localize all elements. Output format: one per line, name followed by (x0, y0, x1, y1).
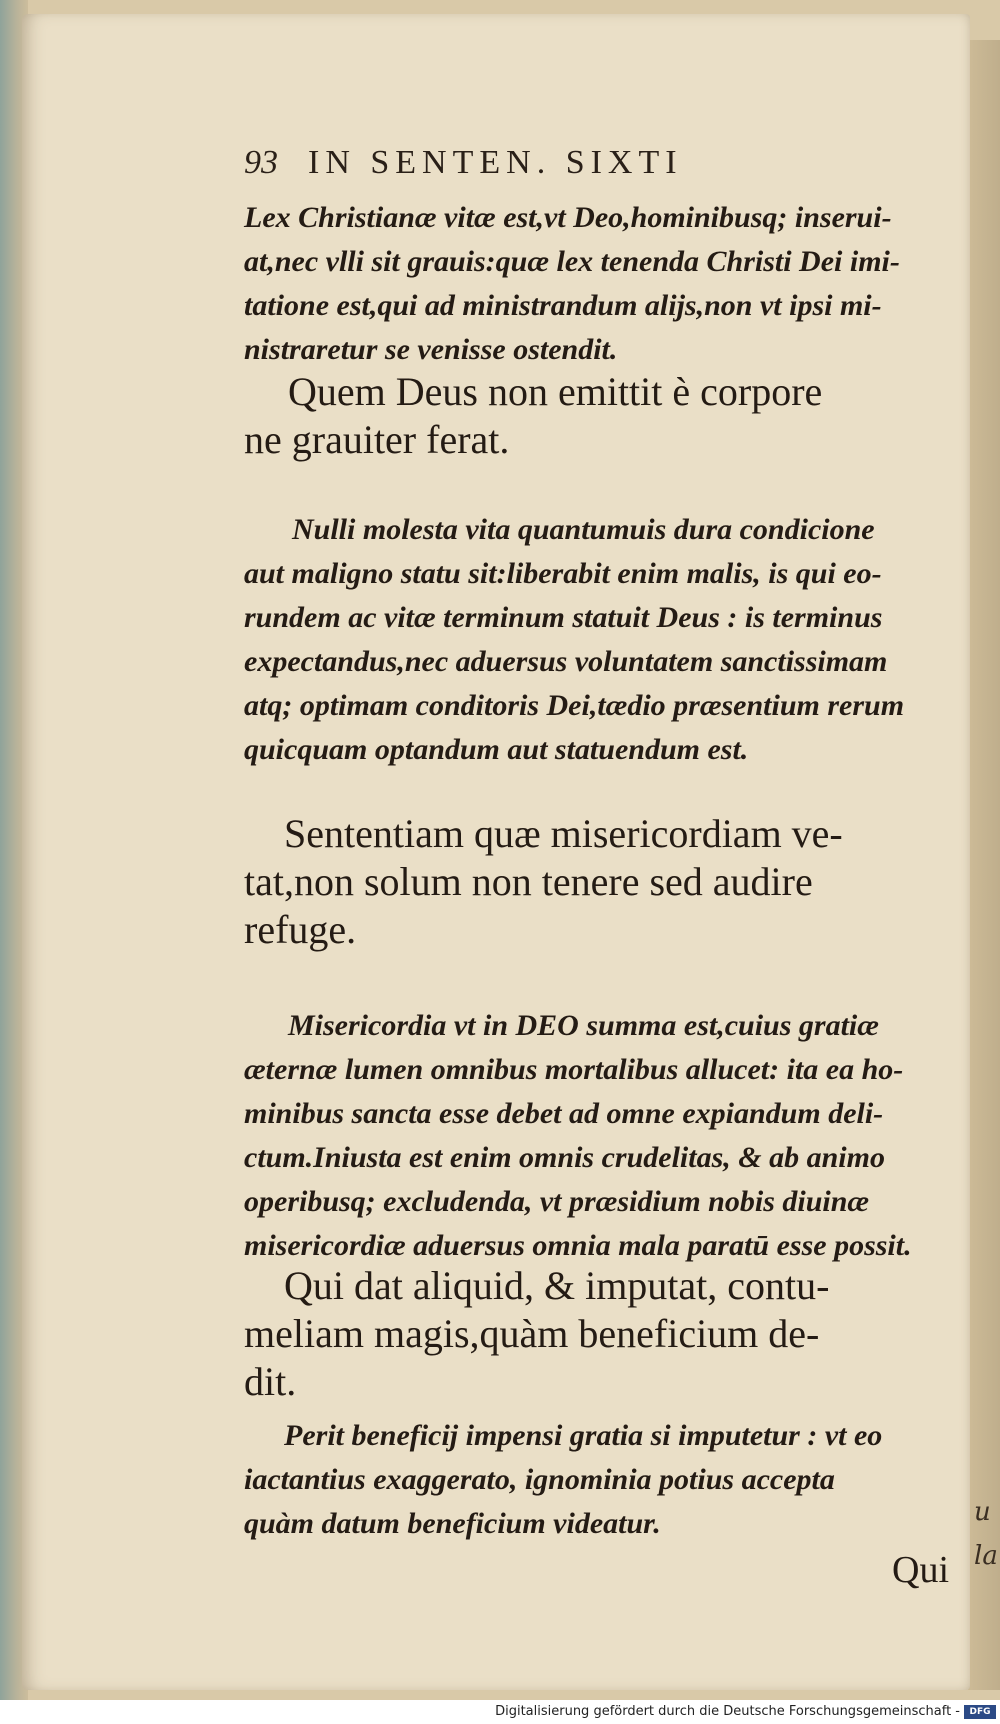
text-line: Qui dat aliquid, & imputat, contu- (284, 1263, 830, 1308)
running-title: IN SENTEN. SIXTI (308, 144, 683, 181)
digitization-footer (0, 1700, 1000, 1724)
sentence-2 (244, 810, 964, 954)
text-line: rundem ac vitæ terminum statuit Deus : is terminus (244, 601, 883, 634)
text-line: quicquam optandum aut statuendum est. (244, 733, 749, 766)
text-line: Lex Christianæ vitæ est,vt Deo,hominibusq; inserui- (244, 201, 892, 234)
text-line: at,nec vlli sit grauis:quæ lex tenenda Christi Dei imi- (244, 245, 900, 278)
footer-credit: Digitalisierung gefördert durch die Deutsche Forschungsgemeinschaft - (495, 1704, 960, 1719)
text-line: dit. (244, 1359, 297, 1404)
facing-page-fragment: u la (974, 1497, 998, 1571)
text-line: æternæ lumen omnibus mortalibus allucet: ita ea ho- (244, 1053, 904, 1086)
text-line: quàm datum beneficium videatur. (244, 1507, 661, 1540)
text-line: misericordiæ aduersus omnia mala paratū esse possit. (244, 1229, 912, 1262)
text-line: nistraretur se venisse ostendit. (244, 333, 618, 366)
text-line: ctum.Iniusta est enim omnis crudelitas, & ab animo (244, 1141, 885, 1174)
text-line: tatione est,qui ad ministrandum alijs,non vt ipsi mi- (244, 289, 882, 322)
text-line: refuge. (244, 907, 357, 952)
gloss-paragraph-4 (244, 1414, 964, 1546)
text-line: operibusq; excludenda, vt præsidium nobis diuinæ (244, 1185, 870, 1218)
text-line: Nulli molesta vita quantumuis dura condicione (292, 513, 875, 546)
catchword: Qui (892, 1549, 949, 1591)
gloss-paragraph-1 (244, 196, 964, 372)
text-line: tat,non solum non tenere sed audire (244, 859, 813, 904)
text-line: atq; optimam conditoris Dei,tædio præsentium rerum (244, 689, 905, 722)
text-line: Misericordia vt in DEO summa est,cuius gratiæ (288, 1009, 879, 1042)
text-line: Perit beneficij impensi gratia si imputetur : vt eo (284, 1419, 883, 1452)
facing-page-edge (968, 40, 1000, 1690)
sentence-1 (244, 368, 1000, 464)
text-line: aut maligno statu sit:liberabit enim malis, is qui eo- (244, 557, 882, 590)
gloss-paragraph-2 (244, 508, 964, 772)
gloss-paragraph-3 (244, 1004, 964, 1268)
text-line: ne grauiter ferat. (244, 417, 510, 462)
dfg-logo: DFG (964, 1705, 996, 1719)
sentence-3 (244, 1262, 964, 1406)
page-number: 93 (244, 144, 278, 181)
text-line: meliam magis,quàm beneficium de- (244, 1311, 820, 1356)
text-line: Sententiam quæ misericordiam ve- (284, 811, 843, 856)
text-line: expectandus,nec aduersus voluntatem sanctissimam (244, 645, 888, 678)
text-line: minibus sancta esse debet ad omne expiandum deli- (244, 1097, 884, 1130)
text-line: Quem Deus non emittit è corpore (288, 369, 823, 414)
text-line: iactantius exaggerato, ignominia potius accepta (244, 1463, 835, 1496)
running-header (244, 144, 844, 184)
